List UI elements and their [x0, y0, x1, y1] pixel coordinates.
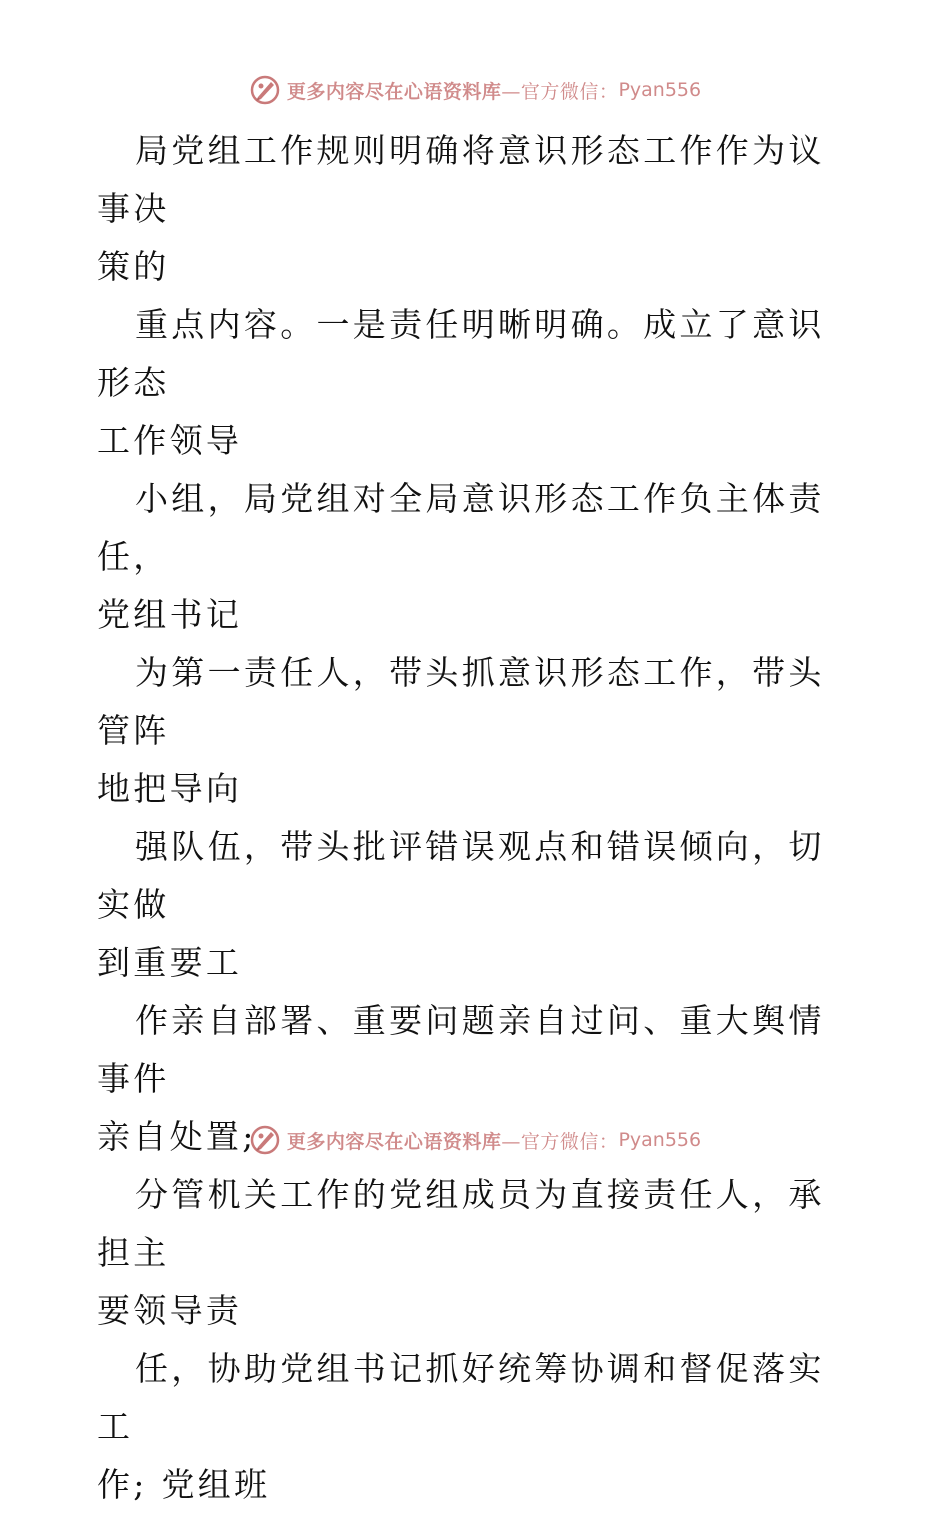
footer-watermark	[0, 1120, 950, 1160]
quill-pen-logo-icon	[249, 74, 281, 106]
line-text: 强队伍，带头批评错误观点和错误倾向，切实做	[97, 827, 825, 924]
line-text: 党组书记	[97, 595, 243, 634]
header-watermark	[0, 70, 950, 110]
paragraph-line	[97, 818, 857, 992]
line-text: 地把导向	[97, 769, 243, 808]
paragraph-line	[97, 1166, 857, 1340]
line-text: 重点内容。一是责任明晰明确。成立了意识形态	[97, 305, 825, 402]
watermark-main-text: 更多内容尽在心语资料库	[286, 1130, 502, 1153]
line-text: 亲自处置;	[97, 1117, 257, 1156]
watermark-main-text: 更多内容尽在心语资料库	[286, 80, 502, 103]
paragraph-line	[97, 296, 857, 470]
paragraph-line	[97, 1340, 857, 1514]
line-text: 小组，局党组对全局意识形态工作负主体责任，	[97, 479, 825, 576]
paragraph-line	[97, 644, 857, 818]
line-text: 作; 党组班	[97, 1465, 271, 1504]
watermark-sub-text: —官方微信：	[501, 1130, 619, 1153]
line-text: 任，协助党组书记抓好统筹协调和督促落实工	[97, 1349, 825, 1446]
watermark-wechat-handle: Pyan556	[618, 79, 702, 101]
line-text: 策的	[97, 247, 170, 286]
document-body	[97, 122, 857, 1514]
line-text: 局党组工作规则明确将意识形态工作作为议事决	[97, 131, 825, 228]
line-text: 工作领导	[97, 421, 243, 460]
watermark-sub-text: —官方微信：	[501, 80, 619, 103]
line-text: 为第一责任人，带头抓意识形态工作，带头管阵	[97, 653, 825, 750]
paragraph-line	[97, 470, 857, 644]
line-text: 要领导责	[97, 1291, 243, 1330]
quill-pen-logo-icon	[249, 1124, 281, 1156]
line-text: 到重要工	[97, 943, 243, 982]
paragraph-line	[97, 122, 857, 296]
line-text: 作亲自部署、重要问题亲自过问、重大舆情事件	[97, 1001, 825, 1098]
line-text: 分管机关工作的党组成员为直接责任人，承担主	[97, 1175, 825, 1272]
watermark-wechat-handle: Pyan556	[618, 1129, 702, 1151]
